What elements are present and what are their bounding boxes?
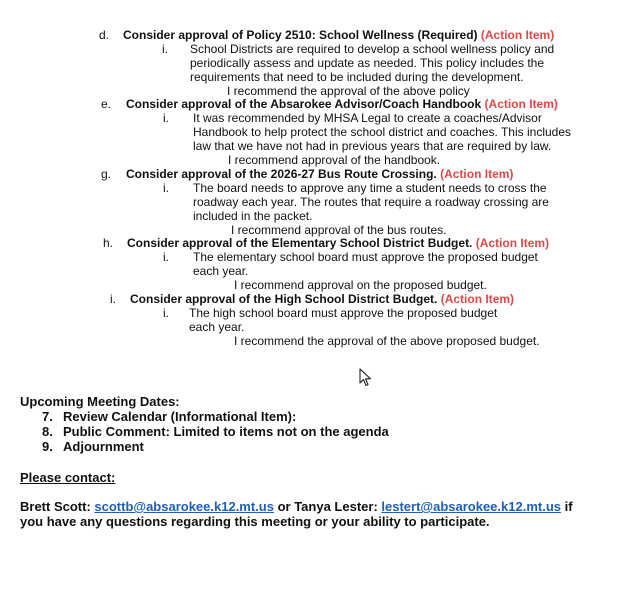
upcoming-num-9: 9. — [42, 439, 53, 454]
item-g-numeral: i. — [163, 181, 169, 195]
item-i-recommend: I recommend the approval of the above proposed budget. — [234, 334, 540, 348]
item-e-title-text: Consider approval of the Absarokee Advisor/Coach Handbook — [126, 97, 482, 111]
item-i-title — [130, 292, 514, 306]
item-e-line-3: law that we have not had in previous years that are required by law. — [193, 139, 552, 153]
contact-line-1 — [20, 499, 573, 514]
item-h-numeral: i. — [163, 250, 169, 264]
item-letter-e: e. — [101, 97, 112, 111]
mouse-pointer-icon — [359, 368, 373, 388]
contact-line-2: you have any questions regarding this meeting or your ability to participate. — [20, 514, 490, 529]
item-h-title-text: Consider approval of the Elementary School District Budget. — [127, 236, 473, 250]
contact-heading: Please contact: — [20, 470, 116, 485]
email-link-lestert[interactable]: lestert@absarokee.k12.mt.us — [381, 499, 561, 514]
item-d-title-text: Consider approval of Policy 2510: School Wellness (Required) — [123, 28, 478, 42]
item-d-action-tag: (Action Item) — [480, 28, 555, 42]
upcoming-num-7: 7. — [42, 409, 53, 424]
item-letter-i: i. — [110, 292, 116, 306]
item-e-numeral: i. — [163, 111, 169, 125]
item-e-title — [126, 97, 558, 111]
item-g-line-2: roadway each year. The routes that require a roadway crossing are — [193, 195, 549, 209]
item-h-line-1: The elementary school board must approve the proposed budget — [193, 250, 538, 264]
item-g-recommend: I recommend approval of the bus routes. — [231, 223, 447, 237]
upcoming-num-8: 8. — [42, 424, 53, 439]
item-d-line-2: periodically assess and update as needed. This policy includes the — [190, 56, 544, 70]
upcoming-heading: Upcoming Meeting Dates: — [20, 394, 180, 409]
item-g-title — [126, 167, 513, 181]
item-d-line-3: requirements that need to be included during the development. — [190, 70, 524, 84]
item-h-action-tag: (Action Item) — [475, 236, 550, 250]
item-h-recommend: I recommend approval on the proposed budget. — [234, 278, 487, 292]
item-letter-h: h. — [103, 236, 114, 250]
item-i-line-2: each year. — [189, 320, 245, 334]
item-e-action-tag: (Action Item) — [484, 97, 558, 111]
item-e-line-1: It was recommended by MHSA Legal to create a coaches/Advisor — [193, 111, 542, 125]
item-h-title — [127, 236, 549, 250]
item-i-numeral: i. — [163, 306, 169, 320]
item-d-line-1: School Districts are required to develop a school wellness policy and — [190, 42, 555, 56]
item-d-recommend: I recommend the approval of the above policy — [227, 84, 470, 98]
contact-name-brett: Brett Scott: — [20, 499, 95, 514]
item-i-title-text: Consider approval of the High School District Budget. — [130, 292, 438, 306]
item-e-recommend: I recommend approval of the handbook. — [228, 153, 441, 167]
item-g-line-3: included in the packet. — [193, 209, 313, 223]
item-d-title — [123, 28, 554, 42]
item-d-numeral: i. — [162, 42, 168, 56]
upcoming-item-9: Adjournment — [63, 439, 144, 454]
item-g-line-1: The board needs to approve any time a student needs to cross the — [193, 181, 547, 195]
item-letter-d: d. — [99, 28, 110, 42]
item-g-action-tag: (Action Item) — [440, 167, 514, 181]
item-letter-g: g. — [101, 167, 112, 181]
contact-tail: if — [561, 499, 573, 514]
item-i-action-tag: (Action Item) — [440, 292, 515, 306]
upcoming-item-7: Review Calendar (Informational Item): — [63, 409, 297, 424]
item-g-title-text: Consider approval of the 2026-27 Bus Route Crossing. — [126, 167, 437, 181]
item-e-line-2: Handbook to help protect the school district and coaches. This includes — [193, 125, 571, 139]
upcoming-item-8: Public Comment: Limited to items not on the agenda — [63, 424, 389, 439]
contact-or-tanya: or Tanya Lester: — [273, 499, 382, 514]
item-i-line-1: The high school board must approve the proposed budget — [189, 306, 498, 320]
item-h-line-2: each year. — [193, 264, 249, 278]
email-link-scottb[interactable]: scottb@absarokee.k12.mt.us — [94, 499, 274, 514]
